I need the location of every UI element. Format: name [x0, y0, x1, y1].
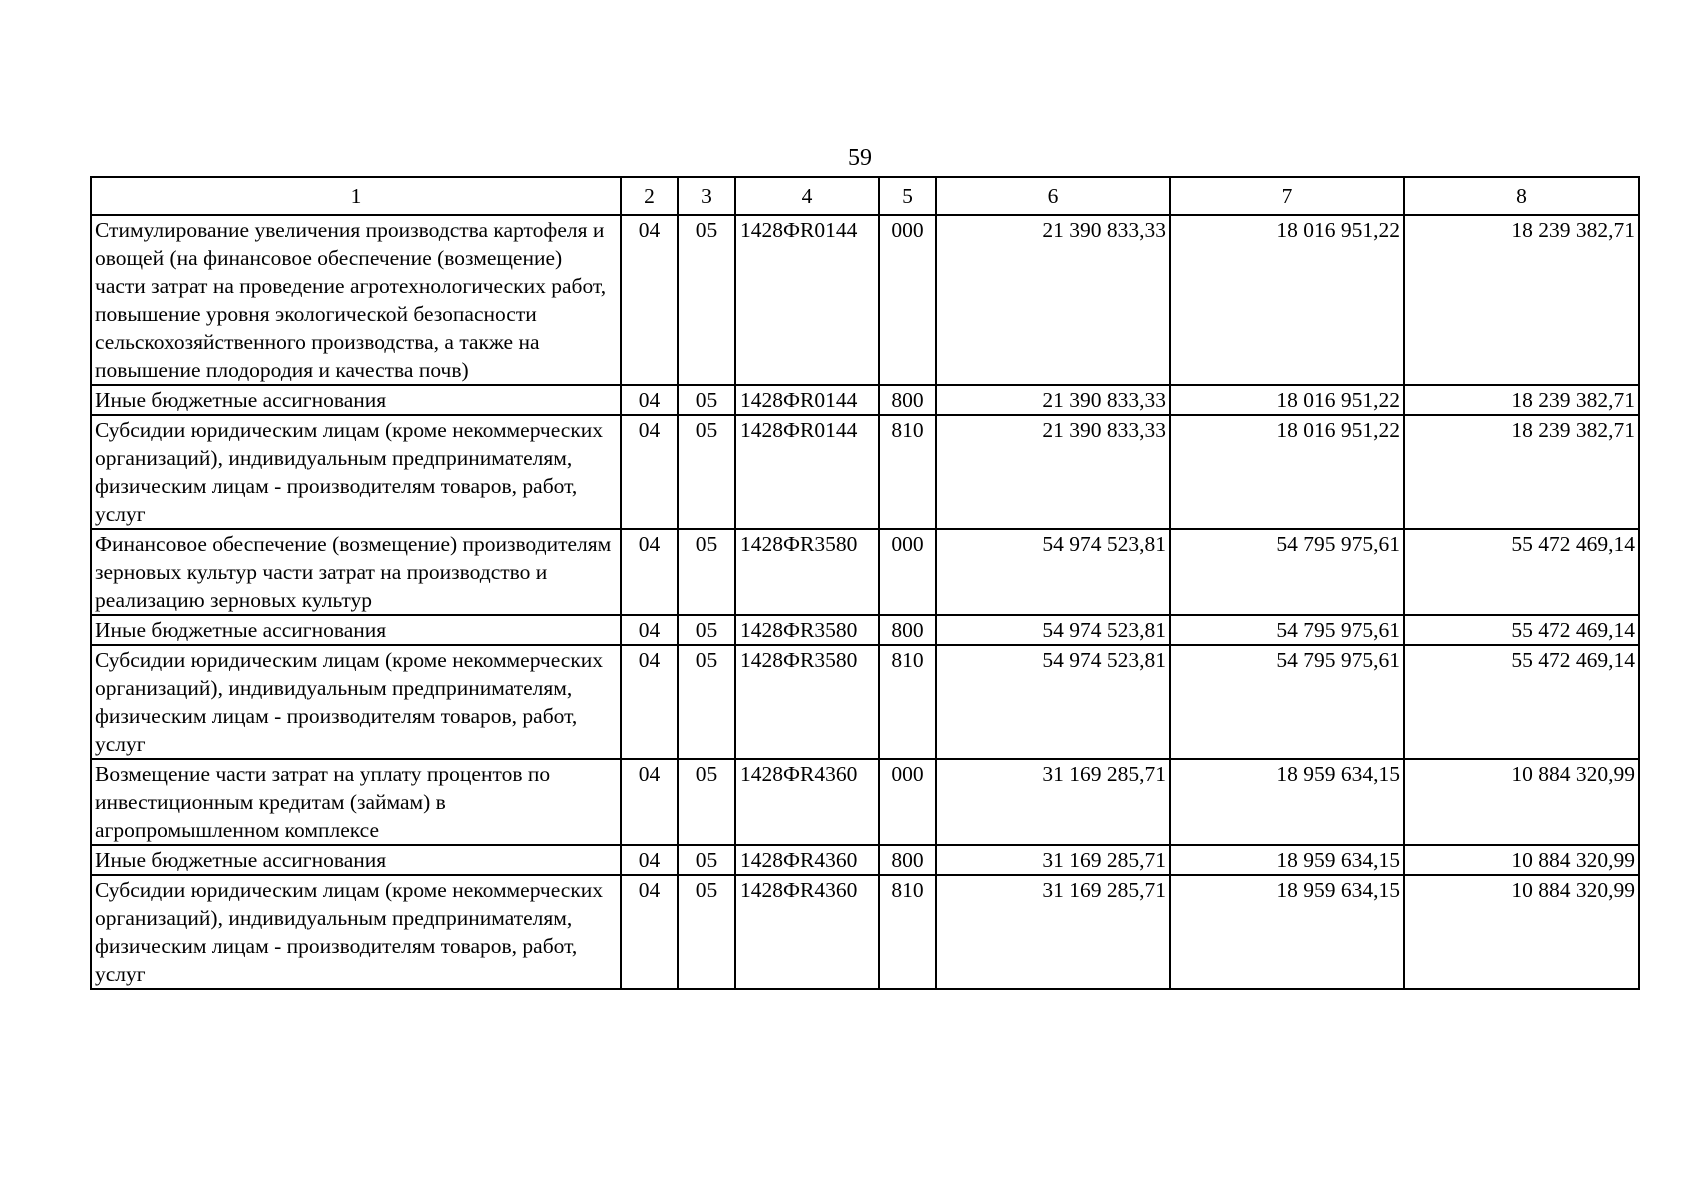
row-expense-type: 800: [879, 845, 936, 875]
table-row: [91, 415, 1639, 529]
row-sum-col-8: 18 239 382,71: [1404, 415, 1639, 529]
row-name: Субсидии юридическим лицам (кроме некоммерческих организаций), индивидуальным предпринимателям, физическим лицам - производителям товаров, работ, услуг: [91, 645, 621, 759]
row-target-code: 1428ФR0144: [735, 215, 879, 385]
table-row: [91, 529, 1639, 615]
row-name: Стимулирование увеличения производства картофеля и овощей (на финансовое обеспечение (возмещение) части затрат на проведение агротехнологических работ, повышение уровня экологической безопасности сельскохозяйственного производства, а также на повышение плодородия и качества почв): [91, 215, 621, 385]
row-expense-type: 800: [879, 385, 936, 415]
header-col-8: 8: [1404, 177, 1639, 215]
row-sum-col-6: 31 169 285,71: [936, 875, 1170, 989]
row-target-code: 1428ФR4360: [735, 759, 879, 845]
table-row: [91, 845, 1639, 875]
row-sum-col-7: 18 959 634,15: [1170, 875, 1404, 989]
row-expense-type: 810: [879, 875, 936, 989]
row-name: Субсидии юридическим лицам (кроме некоммерческих организаций), индивидуальным предпринимателям, физическим лицам - производителям товаров, работ, услуг: [91, 875, 621, 989]
budget-table: [90, 176, 1640, 990]
row-section: 04: [621, 759, 678, 845]
row-subsection: 05: [678, 615, 735, 645]
row-target-code: 1428ФR4360: [735, 875, 879, 989]
row-target-code: 1428ФR3580: [735, 615, 879, 645]
row-section: 04: [621, 845, 678, 875]
table-row: [91, 875, 1639, 989]
header-col-2: 2: [621, 177, 678, 215]
row-sum-col-8: 55 472 469,14: [1404, 529, 1639, 615]
row-sum-col-7: 18 016 951,22: [1170, 385, 1404, 415]
row-section: 04: [621, 875, 678, 989]
row-sum-col-7: 18 959 634,15: [1170, 759, 1404, 845]
row-name: Иные бюджетные ассигнования: [91, 845, 621, 875]
header-col-7: 7: [1170, 177, 1404, 215]
row-sum-col-6: 54 974 523,81: [936, 645, 1170, 759]
row-target-code: 1428ФR0144: [735, 385, 879, 415]
row-sum-col-6: 21 390 833,33: [936, 215, 1170, 385]
row-target-code: 1428ФR0144: [735, 415, 879, 529]
table-row: [91, 615, 1639, 645]
header-col-3: 3: [678, 177, 735, 215]
row-sum-col-8: 55 472 469,14: [1404, 615, 1639, 645]
row-name: Субсидии юридическим лицам (кроме некоммерческих организаций), индивидуальным предпринимателям, физическим лицам - производителям товаров, работ, услуг: [91, 415, 621, 529]
row-sum-col-7: 54 795 975,61: [1170, 645, 1404, 759]
row-subsection: 05: [678, 215, 735, 385]
header-row: [91, 177, 1639, 215]
page-number: 59: [848, 145, 872, 171]
row-section: 04: [621, 529, 678, 615]
row-sum-col-7: 54 795 975,61: [1170, 529, 1404, 615]
row-sum-col-8: 10 884 320,99: [1404, 759, 1639, 845]
row-sum-col-6: 31 169 285,71: [936, 845, 1170, 875]
row-section: 04: [621, 615, 678, 645]
table-row: [91, 385, 1639, 415]
row-section: 04: [621, 385, 678, 415]
header-col-6: 6: [936, 177, 1170, 215]
table-row: [91, 759, 1639, 845]
row-subsection: 05: [678, 529, 735, 615]
row-sum-col-7: 18 016 951,22: [1170, 215, 1404, 385]
row-name: Иные бюджетные ассигнования: [91, 615, 621, 645]
row-sum-col-8: 10 884 320,99: [1404, 875, 1639, 989]
row-name: Иные бюджетные ассигнования: [91, 385, 621, 415]
row-subsection: 05: [678, 875, 735, 989]
row-target-code: 1428ФR3580: [735, 645, 879, 759]
row-sum-col-7: 18 016 951,22: [1170, 415, 1404, 529]
row-subsection: 05: [678, 385, 735, 415]
row-sum-col-8: 55 472 469,14: [1404, 645, 1639, 759]
row-sum-col-6: 31 169 285,71: [936, 759, 1170, 845]
row-subsection: 05: [678, 845, 735, 875]
row-name: Возмещение части затрат на уплату процентов по инвестиционным кредитам (займам) в агропромышленном комплексе: [91, 759, 621, 845]
row-sum-col-7: 54 795 975,61: [1170, 615, 1404, 645]
table-row: [91, 645, 1639, 759]
row-subsection: 05: [678, 415, 735, 529]
row-expense-type: 810: [879, 415, 936, 529]
row-expense-type: 800: [879, 615, 936, 645]
row-expense-type: 000: [879, 759, 936, 845]
table-row: [91, 215, 1639, 385]
header-col-5: 5: [879, 177, 936, 215]
row-sum-col-7: 18 959 634,15: [1170, 845, 1404, 875]
row-section: 04: [621, 415, 678, 529]
row-section: 04: [621, 215, 678, 385]
row-name: Финансовое обеспечение (возмещение) производителям зерновых культур части затрат на производство и реализацию зерновых культур: [91, 529, 621, 615]
row-sum-col-6: 54 974 523,81: [936, 615, 1170, 645]
row-subsection: 05: [678, 759, 735, 845]
row-sum-col-8: 18 239 382,71: [1404, 215, 1639, 385]
row-subsection: 05: [678, 645, 735, 759]
row-target-code: 1428ФR4360: [735, 845, 879, 875]
row-sum-col-8: 10 884 320,99: [1404, 845, 1639, 875]
header-col-1: 1: [91, 177, 621, 215]
row-sum-col-6: 21 390 833,33: [936, 415, 1170, 529]
row-sum-col-8: 18 239 382,71: [1404, 385, 1639, 415]
row-expense-type: 000: [879, 529, 936, 615]
row-sum-col-6: 54 974 523,81: [936, 529, 1170, 615]
row-sum-col-6: 21 390 833,33: [936, 385, 1170, 415]
row-expense-type: 000: [879, 215, 936, 385]
row-expense-type: 810: [879, 645, 936, 759]
row-target-code: 1428ФR3580: [735, 529, 879, 615]
header-col-4: 4: [735, 177, 879, 215]
row-section: 04: [621, 645, 678, 759]
